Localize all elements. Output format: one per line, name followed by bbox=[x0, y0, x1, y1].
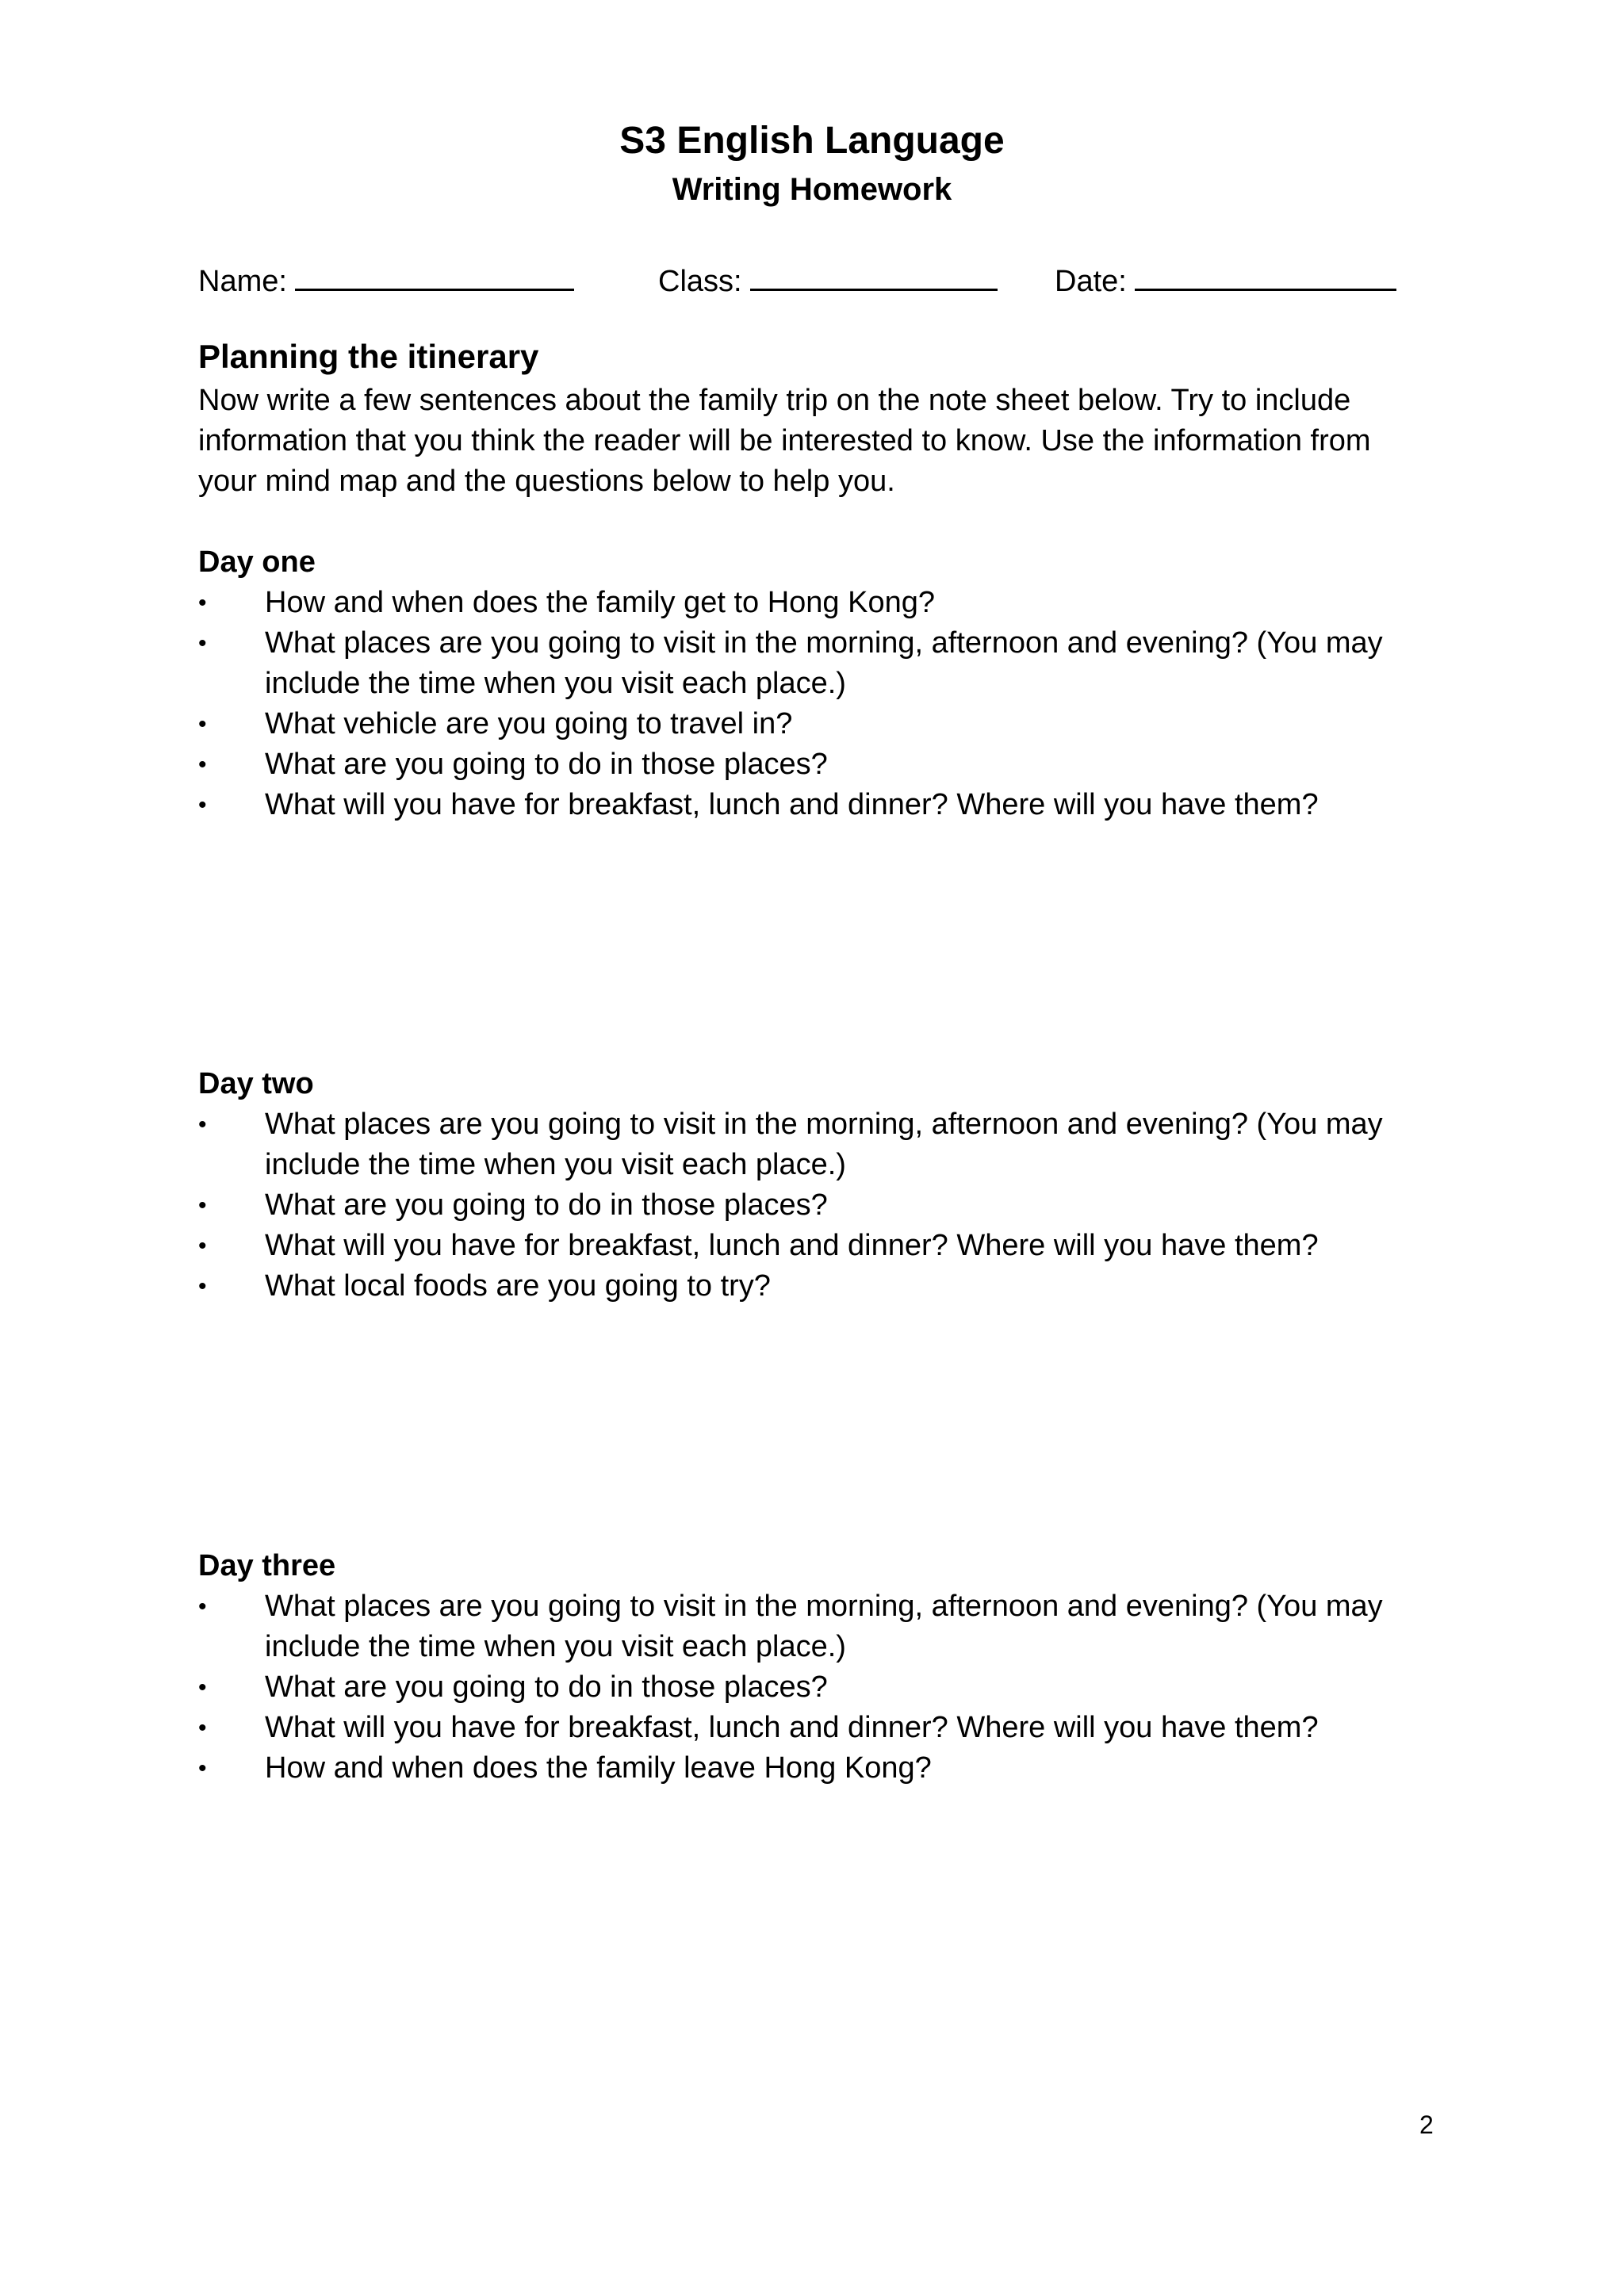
list-item bbox=[198, 1708, 1435, 1748]
bullet-icon: • bbox=[198, 1192, 207, 1219]
question-text: What are you going to do in those places? bbox=[265, 748, 828, 781]
bullet-icon: • bbox=[198, 1715, 207, 1741]
bullet-icon: • bbox=[198, 1674, 207, 1701]
date-field[interactable] bbox=[1055, 257, 1396, 302]
page-title: S3 English Language bbox=[619, 120, 1005, 162]
question-text: What will you have for breakfast, lunch and dinner? Where will you have them? bbox=[265, 788, 1319, 821]
name-blank-line[interactable] bbox=[295, 257, 574, 291]
bullet-icon: • bbox=[198, 1112, 207, 1138]
section-intro: Now write a few sentences about the family trip on the note sheet below. Try to include information that you think the reader will be interested to know. Use the information from your mind map and the questions below to help you. bbox=[198, 384, 1371, 498]
list-item bbox=[198, 623, 1435, 704]
list-item bbox=[198, 1185, 1435, 1226]
class-label: Class: bbox=[658, 265, 742, 298]
question-text: What will you have for breakfast, lunch and dinner? Where will you have them? bbox=[265, 1229, 1319, 1262]
question-text: What vehicle are you going to travel in? bbox=[265, 707, 793, 740]
list-item bbox=[198, 1266, 1435, 1307]
list-item bbox=[198, 1586, 1435, 1667]
name-label: Name: bbox=[198, 265, 287, 298]
list-item bbox=[198, 1104, 1435, 1185]
list-item bbox=[198, 785, 1435, 825]
section-heading: Planning the itinerary bbox=[198, 338, 539, 375]
list-item bbox=[198, 1226, 1435, 1266]
bullet-icon: • bbox=[198, 752, 207, 778]
page-subtitle: Writing Homework bbox=[672, 172, 952, 207]
page-number: 2 bbox=[1419, 2110, 1434, 2139]
question-text: What are you going to do in those places? bbox=[265, 1670, 828, 1704]
bullet-icon: • bbox=[198, 1755, 207, 1781]
bullet-icon: • bbox=[198, 792, 207, 818]
bullet-icon: • bbox=[198, 1594, 207, 1620]
question-text: What places are you going to visit in the morning, afternoon and evening? (You may include the time when you visit each place.) bbox=[265, 626, 1383, 700]
list-item bbox=[198, 1748, 1435, 1789]
day-three-heading: Day three bbox=[198, 1549, 336, 1582]
name-field[interactable] bbox=[198, 257, 574, 302]
question-text: What local foods are you going to try? bbox=[265, 1269, 771, 1303]
bullet-icon: • bbox=[198, 1233, 207, 1259]
question-text: How and when does the family leave Hong Kong? bbox=[265, 1751, 932, 1785]
question-text: What are you going to do in those places? bbox=[265, 1188, 828, 1222]
day-one-questions bbox=[198, 583, 1435, 825]
bullet-icon: • bbox=[198, 590, 207, 616]
day-three-questions bbox=[198, 1586, 1435, 1789]
question-text: What places are you going to visit in the morning, afternoon and evening? (You may include the time when you visit each place.) bbox=[265, 1590, 1383, 1663]
date-blank-line[interactable] bbox=[1135, 257, 1396, 291]
list-item bbox=[198, 583, 1435, 623]
date-label: Date: bbox=[1055, 265, 1127, 298]
student-info-row bbox=[0, 257, 1624, 298]
bullet-icon: • bbox=[198, 630, 207, 656]
bullet-icon: • bbox=[198, 711, 207, 737]
list-item bbox=[198, 704, 1435, 744]
list-item bbox=[198, 1667, 1435, 1708]
question-text: What places are you going to visit in the morning, afternoon and evening? (You may include the time when you visit each place.) bbox=[265, 1108, 1383, 1181]
day-one-heading: Day one bbox=[198, 545, 316, 579]
class-field[interactable] bbox=[658, 257, 998, 302]
question-text: How and when does the family get to Hong Kong? bbox=[265, 586, 935, 619]
question-text: What will you have for breakfast, lunch and dinner? Where will you have them? bbox=[265, 1711, 1319, 1744]
bullet-icon: • bbox=[198, 1273, 207, 1299]
list-item bbox=[198, 744, 1435, 785]
class-blank-line[interactable] bbox=[750, 257, 998, 291]
day-two-heading: Day two bbox=[198, 1067, 314, 1100]
day-two-questions bbox=[198, 1104, 1435, 1307]
